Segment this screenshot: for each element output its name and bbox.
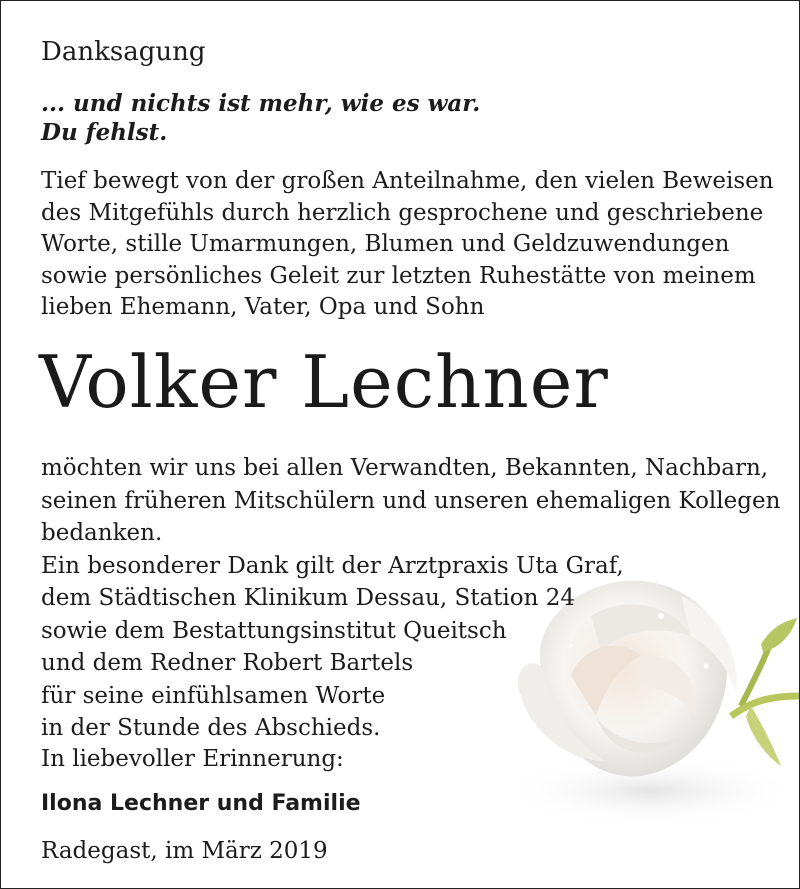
- quote: [41, 89, 480, 147]
- thanks-line: in der Stunde des Abschieds.: [41, 715, 381, 741]
- intro-line: des Mitgefühls durch herzlich gesprochene und geschriebene: [41, 199, 764, 226]
- intro-line: sowie persönliches Geleit zur letzten Ruhestätte von meinem: [41, 262, 756, 289]
- quote-line: Du fehlst.: [41, 119, 168, 146]
- notice-heading: Danksagung: [41, 37, 206, 67]
- quote-line: ... und nichts ist mehr, wie es war.: [41, 90, 481, 117]
- signature: Ilona Lechner und Familie: [41, 791, 361, 816]
- place-date: Radegast, im März 2019: [41, 838, 328, 864]
- intro-line: Tief bewegt von der großen Anteilnahme, den vielen Beweisen: [41, 168, 774, 194]
- thanks-line: sowie dem Bestattungsinstitut Queitsch: [41, 617, 507, 644]
- thanks-line: seinen früheren Mitschülern und unseren ehemaligen Kollegen: [41, 487, 781, 514]
- deceased-name: Volker Lechner: [39, 340, 609, 424]
- thanks-line: dem Städtischen Klinikum Dessau, Station 24: [41, 585, 576, 611]
- thanks-line: für seine einfühlsamen Worte: [41, 682, 386, 709]
- thanks-paragraph: [41, 452, 780, 745]
- thanks-line: Ein besonderer Dank gilt der Arztpraxis Uta Graf,: [41, 552, 624, 579]
- intro-line: Worte, stille Umarmungen, Blumen und Geldzuwendungen: [41, 231, 730, 257]
- thanks-line: und dem Redner Robert Bartels: [41, 650, 414, 676]
- intro-paragraph: [41, 166, 774, 324]
- closing-text: In liebevoller Erinnerung:: [41, 746, 344, 772]
- intro-line: lieben Ehemann, Vater, Opa und Sohn: [41, 294, 485, 320]
- thanks-line: bedanken.: [41, 520, 163, 546]
- thanks-line: möchten wir uns bei allen Verwandten, Bekannten, Nachbarn,: [41, 455, 769, 481]
